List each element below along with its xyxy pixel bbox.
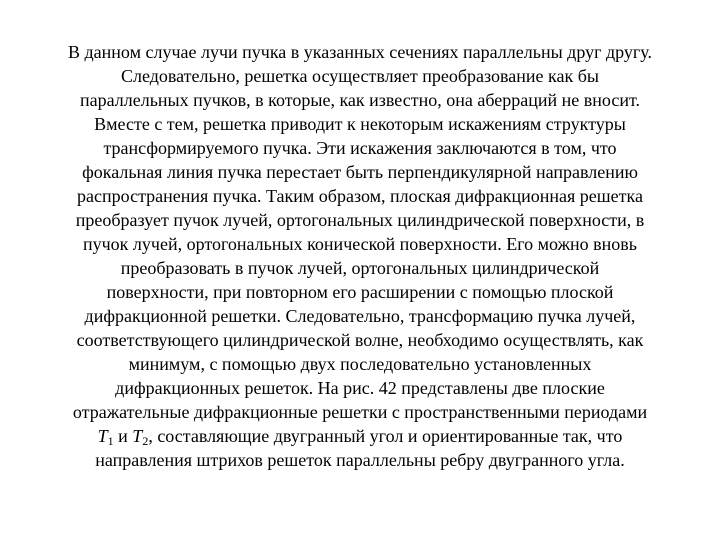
- text-line: В данном случае лучи пучка в указанных сечениях параллельны друг другу.: [68, 42, 652, 62]
- text-line: пучок лучей, ортогональных конической поверхности. Его можно вновь: [82, 234, 638, 254]
- subscript-1: 1: [107, 434, 114, 448]
- formula-line: [30, 424, 690, 448]
- text-line: преобразовать в пучок лучей, ортогональных цилиндрической: [120, 258, 600, 278]
- text-line: соответствующего цилиндрической волне, необходимо осуществлять, как: [76, 330, 644, 350]
- text-line: поверхности, при повторном его расширении с помощью плоской: [106, 282, 614, 302]
- text-line: трансформируемого пучка. Эти искажения заключаются в том, что: [103, 138, 617, 158]
- text-line: параллельных пучков, в которые, как известно, она аберраций не вносит.: [80, 90, 640, 110]
- text-body: [30, 40, 690, 472]
- text-line: Следовательно, решетка осуществляет преобразование как бы: [120, 66, 599, 86]
- text-line: Вместе с тем, решетка приводит к некоторым искажениям структуры: [94, 114, 626, 134]
- text-line: распространения пучка. Таким образом, плоская дифракционная решетка: [77, 186, 643, 206]
- conjunction: и: [113, 426, 133, 446]
- period-symbol-t1: T: [97, 426, 108, 446]
- text-line: отражательные дифракционные решетки с пространственными периодами: [72, 402, 648, 422]
- subscript-2: 2: [142, 434, 149, 448]
- text-line: минимум, с помощью двух последовательно установленных: [128, 354, 592, 374]
- text-line-last: направления штрихов решеток параллельны ребру двугранного угла.: [95, 450, 625, 470]
- period-symbol-t2: T: [132, 426, 143, 446]
- formula-line-rest: , составляющие двугранный угол и ориентированные так, что: [148, 426, 623, 446]
- text-line: фокальная линия пучка перестает быть перпендикулярной направлению: [82, 162, 638, 182]
- text-line: дифракционной решетки. Следовательно, трансформацию пучка лучей,: [84, 306, 636, 326]
- text-line: преобразует пучок лучей, ортогональных цилиндрической поверхности, в: [75, 210, 645, 230]
- text-line: дифракционных решеток. На рис. 42 представлены две плоские: [115, 378, 605, 398]
